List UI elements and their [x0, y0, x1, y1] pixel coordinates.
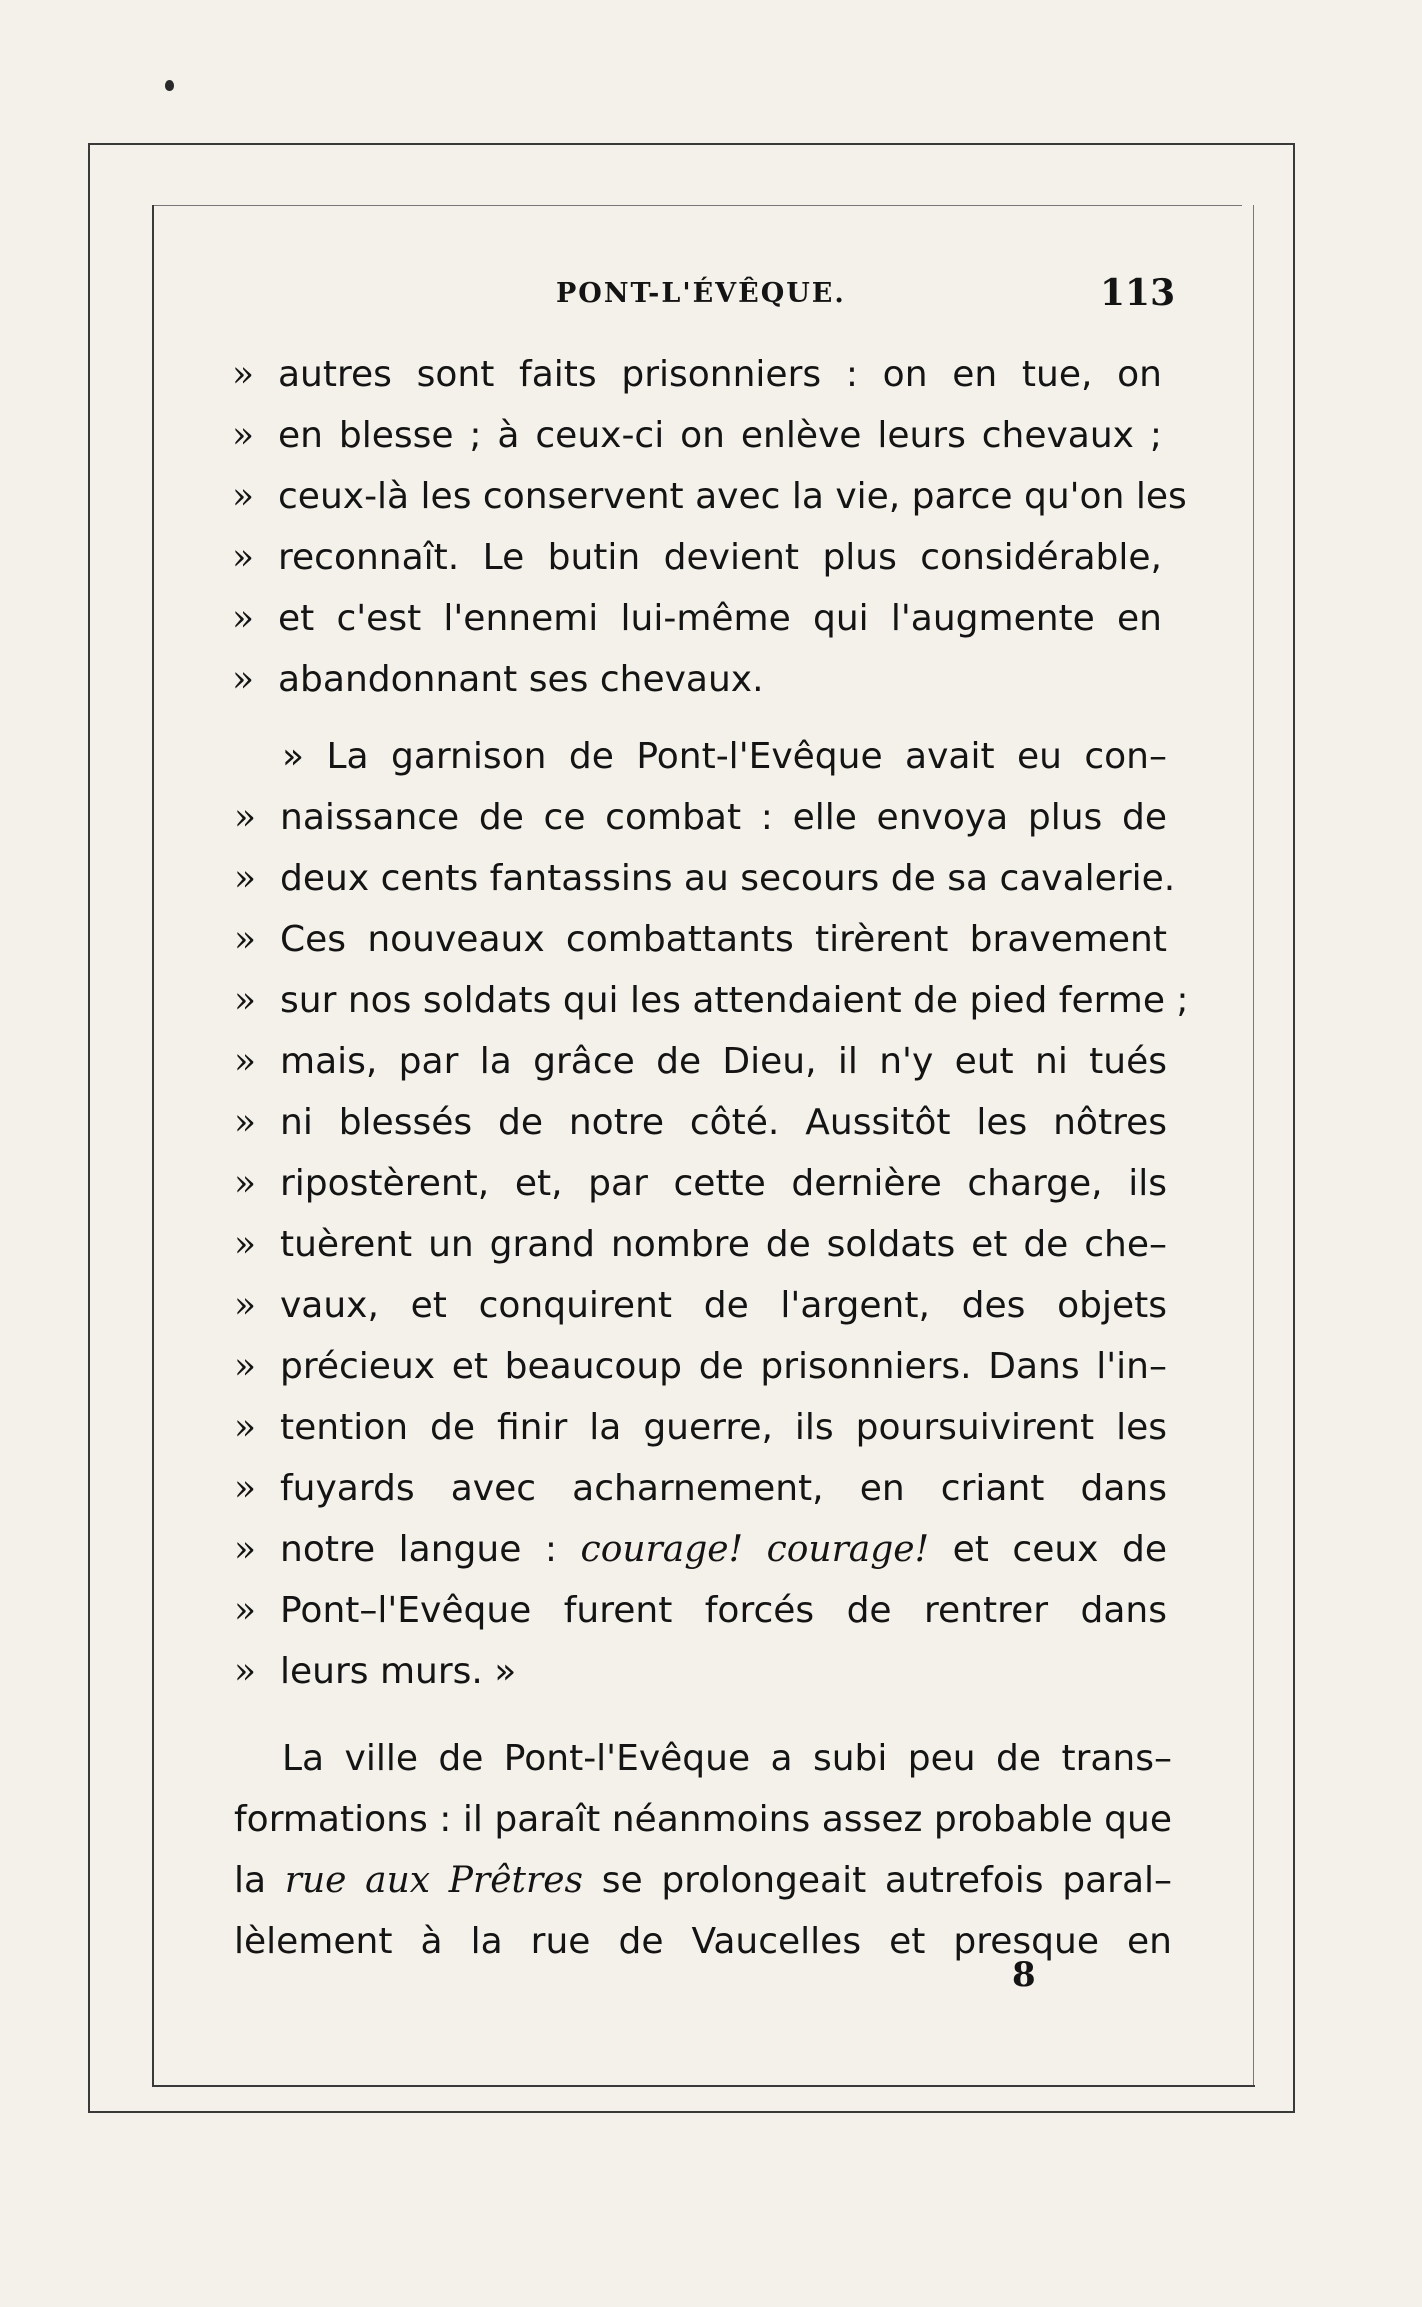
quote-mark: » [232, 537, 255, 578]
text-line: » fuyards avec acharnement, en criant dans [234, 1459, 1167, 1519]
quote-mark: » [234, 1407, 257, 1448]
quote-mark: » [234, 1346, 257, 1387]
text-line: » Pont–l'Evêque furent forcés de rentrer dans [234, 1581, 1167, 1641]
quote-mark: » [234, 1590, 257, 1631]
paragraph-line: la rue aux Prêtres se prolongeait autrefois paral– [234, 1860, 1173, 1901]
quote-mark: » [232, 659, 255, 700]
inner-top-rule [152, 205, 1242, 206]
quote-mark: » [234, 1102, 257, 1143]
paragraph-line: La ville de Pont-l'Evêque a subi peu de trans– [282, 1738, 1172, 1779]
page-number: 113 [1100, 272, 1176, 314]
text-line: » en blesse ; à ceux-ci on enlève leurs chevaux ; [232, 406, 1162, 466]
quote-mark: » [232, 354, 255, 395]
text-line: » mais, par la grâce de Dieu, il n'y eut ni tués [234, 1032, 1167, 1092]
text-line: » autres sont faits prisonniers : on en tue, on [232, 345, 1162, 405]
quote-mark: » [234, 1468, 257, 1509]
text-line: » tuèrent un grand nombre de soldats et de che– [234, 1215, 1167, 1275]
frame-left-rule [88, 143, 90, 2113]
inner-bottom-rule [152, 2085, 1255, 2087]
quote-mark: » [234, 858, 257, 899]
italic-street-name: rue aux Prêtres [284, 1860, 584, 1901]
italic-exclamation: courage! courage! [580, 1529, 930, 1570]
text-line: » et c'est l'ennemi lui-même qui l'augmente en [232, 589, 1162, 649]
quote-mark: » [234, 797, 257, 838]
quote-mark: » [232, 598, 255, 639]
inner-left-rule [152, 205, 154, 2087]
quote-mark: » [234, 1529, 257, 1570]
text-line: » ripostèrent, et, par cette dernière charge, ils [234, 1154, 1167, 1214]
quote-mark: » [234, 980, 257, 1021]
text-line: » leurs murs. » [234, 1642, 1167, 1702]
text-line: » ni blessés de notre côté. Aussitôt les nôtres [234, 1093, 1167, 1153]
quote-mark: » [232, 415, 255, 456]
text-line: » deux cents fantassins au secours de sa cavalerie. [234, 849, 1167, 909]
text-line: » vaux, et conquirent de l'argent, des objets [234, 1276, 1167, 1336]
inner-right-rule [1253, 205, 1254, 2087]
text-line: » abandonnant ses chevaux. [232, 650, 1162, 710]
text-line: » sur nos soldats qui les attendaient de pied ferme ; [234, 971, 1167, 1031]
text-line: » ceux-là les conservent avec la vie, parce qu'on les [232, 467, 1162, 527]
quote-mark: » [234, 1285, 257, 1326]
text-line: » notre langue : courage! courage! et ceux de [234, 1520, 1167, 1580]
quote-mark: » [234, 1041, 257, 1082]
frame-top-rule [88, 143, 1293, 145]
text-line: » tention de finir la guerre, ils poursuivirent les [234, 1398, 1167, 1458]
quote-mark: » [234, 1224, 257, 1265]
text-line: » Ces nouveaux combattants tirèrent bravement [234, 910, 1167, 970]
signature-mark: 8 [1012, 1955, 1036, 1995]
ink-speck [165, 80, 174, 91]
quote-mark: » [234, 1163, 257, 1204]
quote-mark: » [234, 919, 257, 960]
paragraph-line: formations : il paraît néanmoins assez probable que [234, 1799, 1172, 1840]
quote-mark: » [232, 476, 255, 517]
text-line: » reconnaît. Le butin devient plus considérable, [232, 528, 1162, 588]
text-line: » naissance de ce combat : elle envoya plus de [234, 788, 1167, 848]
paragraph-line: lèlement à la rue de Vaucelles et presque en [234, 1921, 1172, 1962]
text-line: » La garnison de Pont-l'Evêque avait eu con– [282, 736, 1167, 777]
quote-mark: » [234, 1651, 257, 1692]
text-line: » précieux et beaucoup de prisonniers. Dans l'in– [234, 1337, 1167, 1397]
running-title: PONT-L'ÉVÊQUE. [556, 278, 846, 309]
frame-bottom-rule [88, 2111, 1295, 2113]
frame-right-rule [1293, 143, 1295, 2113]
